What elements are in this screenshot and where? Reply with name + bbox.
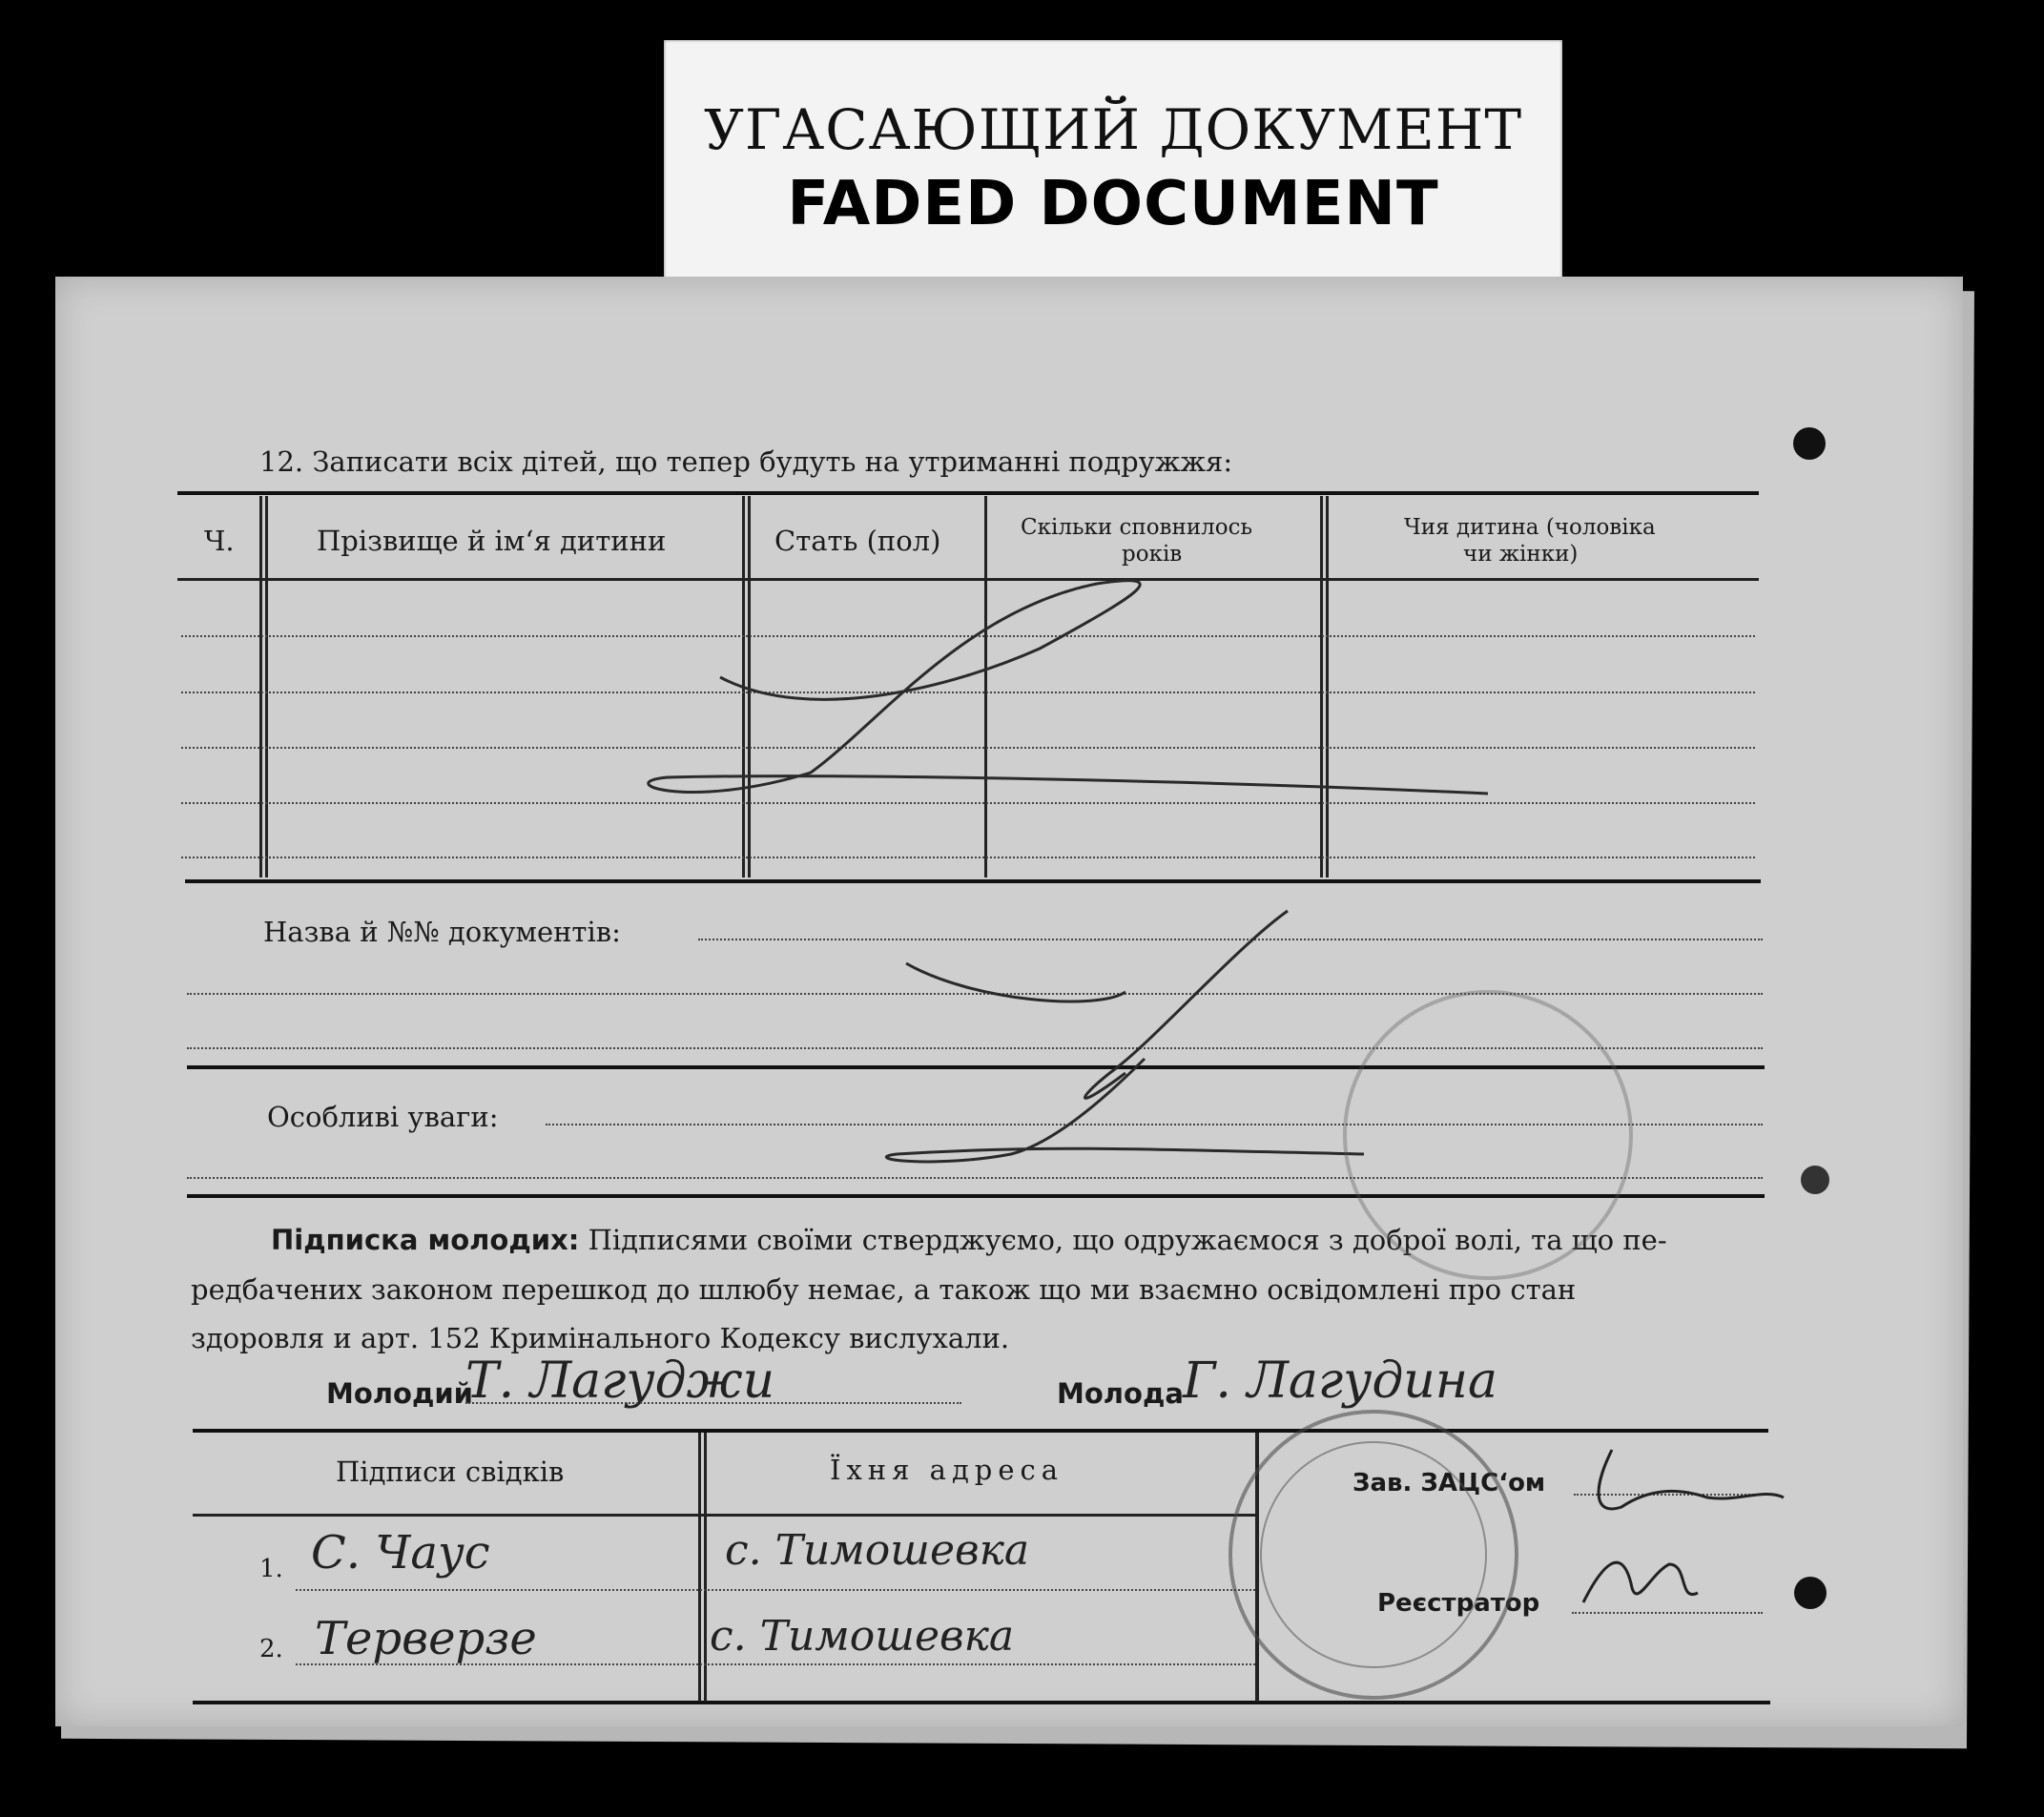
col-header-number: Ч. [204,525,235,557]
witness-address: с. Тимошевка [725,1526,1030,1575]
cancellation-stroke [906,911,1288,1098]
groom-signature: Т. Лагуджи [465,1352,775,1410]
witness-row-number: 2. [259,1635,283,1663]
bride-signature: Г. Лагудина [1183,1352,1498,1410]
declaration-line-3: здоровля и арт. 152 Кримінального Кодексу вислухали. [191,1322,1010,1354]
col-header-whose-line2: чи жінки) [1463,542,1579,567]
col-header-years-line1: Скільки сповнилось [1021,515,1253,540]
col-header-sex: Стать (пол) [774,525,941,557]
registry-stamp [1230,1412,1517,1698]
col-header-years-line2: років [1122,542,1183,567]
witness-col-address: Їхня адреса [830,1454,1064,1486]
groom-label: Молодий [326,1377,474,1410]
registrar-label: Реєстратор [1377,1589,1540,1618]
witness-address: с. Тимошевка [710,1612,1015,1661]
head-signature [1599,1450,1784,1509]
banner-english: FADED DOCUMENT [787,169,1439,239]
declaration-line-1: Підписями своїми стверджуємо, що одружаємося з доброї волі, та що пе- [588,1224,1667,1256]
head-of-registry-label: Зав. ЗАЦС‘ом [1352,1469,1546,1497]
faded-stamp [1345,992,1631,1278]
declaration-heading: Підписка молодих: [271,1224,580,1256]
witness-col-signatures: Підписи свідків [336,1456,565,1488]
witness-signature: С. Чаус [311,1526,490,1580]
col-header-child-name: Прізвище й ім‘я дитини [317,525,667,557]
col-header-whose-line1: Чия дитина (чоловіка [1404,515,1656,540]
witness-signature: Терверзе [315,1612,537,1665]
cancellation-stroke [649,581,1488,794]
registrar-signature [1583,1562,1698,1602]
bride-label: Молода [1057,1377,1184,1410]
section-12-title: 12. Записати всіх дітей, що тепер будуть на утриманні подружжя: [259,445,1233,478]
banner-russian: УГАСАЮЩИЙ ДОКУМЕНТ [703,97,1523,162]
remarks-label: Особливі уваги: [267,1101,499,1133]
witness-row-number: 1. [259,1555,283,1583]
declaration-line-2: редбачених законом перешкод до шлюбу немає, а також що ми взаємно освідомлені про стан [191,1273,1577,1306]
documents-label: Назва й №№ документів: [263,916,621,948]
